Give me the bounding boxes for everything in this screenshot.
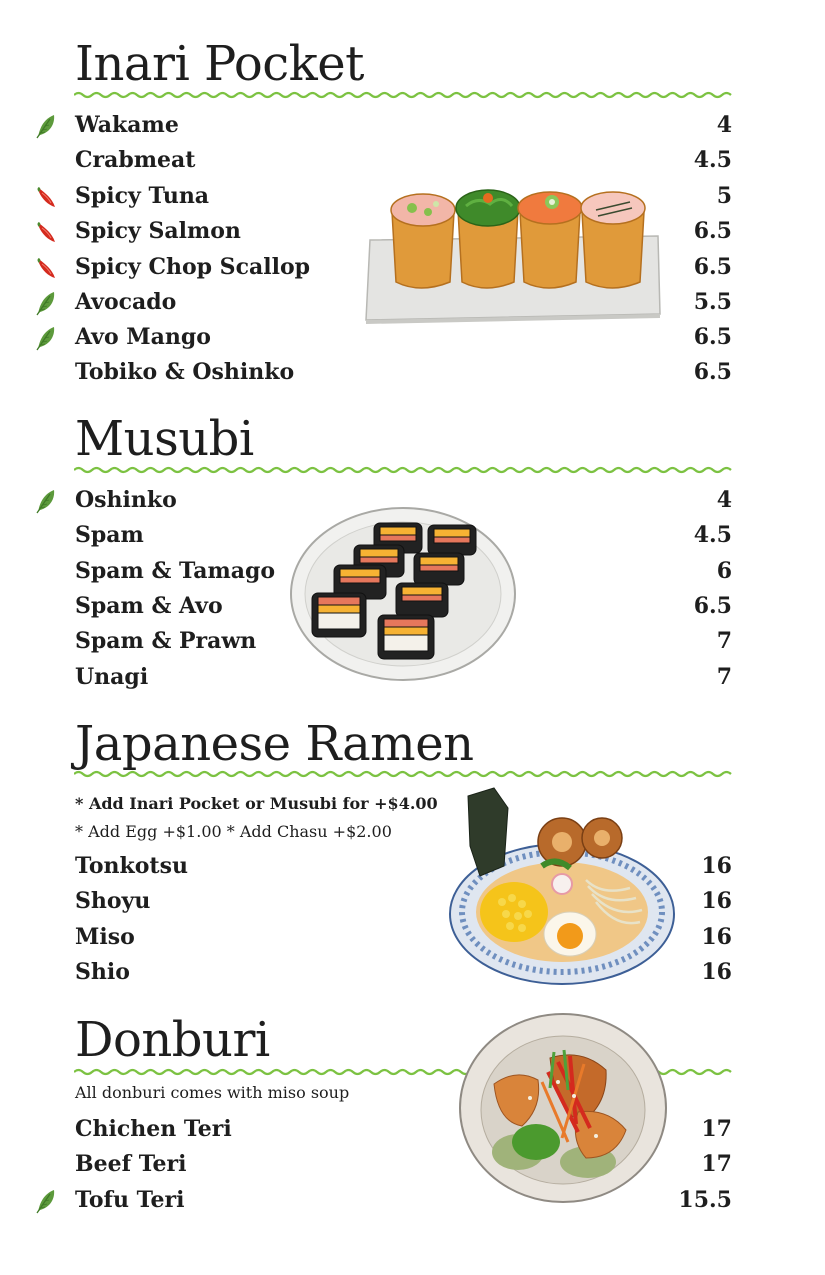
menu-item-name: Crabmeat — [75, 147, 196, 173]
ramen-addon-note: * Add Egg +$1.00 * Add Chasu +$2.00 — [75, 822, 392, 841]
menu-item — [75, 357, 732, 387]
menu-item — [75, 556, 732, 586]
chili-icon — [34, 255, 58, 281]
menu-item-price: 16 — [701, 959, 732, 985]
leaf-icon — [34, 1188, 58, 1214]
wavy-divider — [74, 465, 732, 475]
menu-item-price: 17 — [701, 1151, 732, 1177]
menu-item-name: Spam & Prawn — [75, 628, 257, 654]
menu-item-price: 16 — [701, 853, 732, 879]
menu-item-price: 4 — [716, 487, 732, 513]
menu-item-price: 5 — [716, 183, 732, 209]
menu-item-price: 17 — [701, 1116, 732, 1142]
leaf-icon — [34, 113, 58, 139]
menu-item — [75, 851, 732, 881]
menu-item — [75, 1185, 732, 1215]
chili-icon — [34, 219, 58, 245]
menu-item-price: 6.5 — [693, 359, 732, 385]
menu-item-name: Spam — [75, 522, 144, 548]
menu-item-name: Unagi — [75, 664, 149, 690]
section-title-donburi: Donburi — [75, 1012, 270, 1068]
menu-item — [75, 1114, 732, 1144]
menu-item — [75, 886, 732, 916]
menu-item — [75, 520, 732, 550]
menu-item-name: Miso — [75, 924, 135, 950]
donburi-note: All donburi comes with miso soup — [75, 1083, 350, 1102]
menu-item — [75, 957, 732, 987]
wavy-divider — [74, 769, 732, 779]
menu-item — [75, 145, 732, 175]
leaf-icon — [34, 325, 58, 351]
menu-item-price: 6.5 — [693, 254, 732, 280]
menu-item-price: 16 — [701, 924, 732, 950]
menu-item — [75, 626, 732, 656]
menu-item-name: Oshinko — [75, 487, 177, 513]
menu-item-price: 4.5 — [693, 522, 732, 548]
menu-item-name: Wakame — [75, 112, 179, 138]
menu-item-price: 5.5 — [693, 289, 732, 315]
section-title-musubi: Musubi — [75, 411, 254, 467]
menu-item-price: 4 — [716, 112, 732, 138]
menu-item-name: Beef Teri — [75, 1151, 187, 1177]
leaf-icon — [34, 488, 58, 514]
menu-item-name: Avo Mango — [75, 324, 211, 350]
menu-item-price: 4.5 — [693, 147, 732, 173]
menu-item-name: Spicy Chop Scallop — [75, 254, 310, 280]
menu-item — [75, 252, 732, 282]
menu-item-name: Chichen Teri — [75, 1116, 232, 1142]
menu-item-name: Tonkotsu — [75, 853, 188, 879]
section-title-japanese-ramen: Japanese Ramen — [75, 716, 474, 772]
menu-item — [75, 922, 732, 952]
menu-item — [75, 216, 732, 246]
menu-item-price: 6 — [716, 558, 732, 584]
menu-item-price: 6.5 — [693, 324, 732, 350]
menu-item-name: Tobiko & Oshinko — [75, 359, 295, 385]
menu-item-name: Spam & Tamago — [75, 558, 276, 584]
leaf-icon — [34, 290, 58, 316]
menu-item-price: 7 — [716, 664, 732, 690]
menu-item — [75, 485, 732, 515]
menu-item-name: Spicy Tuna — [75, 183, 210, 209]
menu-item — [75, 181, 732, 211]
menu-item — [75, 662, 732, 692]
menu-item-price: 15.5 — [678, 1187, 732, 1213]
section-title-inari-pocket: Inari Pocket — [75, 36, 364, 92]
menu-item — [75, 591, 732, 621]
menu-item — [75, 287, 732, 317]
wavy-divider — [74, 90, 732, 100]
menu-item — [75, 322, 732, 352]
menu-item-name: Spam & Avo — [75, 593, 223, 619]
ramen-addon-note: * Add Inari Pocket or Musubi for +$4.00 — [75, 794, 438, 813]
menu-item-name: Avocado — [75, 289, 177, 315]
menu-item-price: 6.5 — [693, 593, 732, 619]
menu-item-name: Shoyu — [75, 888, 151, 914]
menu-item — [75, 110, 732, 140]
chili-icon — [34, 184, 58, 210]
menu-item-price: 6.5 — [693, 218, 732, 244]
menu-item-price: 16 — [701, 888, 732, 914]
menu-item-price: 7 — [716, 628, 732, 654]
menu-item-name: Spicy Salmon — [75, 218, 241, 244]
menu-item — [75, 1149, 732, 1179]
menu-item-name: Shio — [75, 959, 130, 985]
menu-item-name: Tofu Teri — [75, 1187, 185, 1213]
